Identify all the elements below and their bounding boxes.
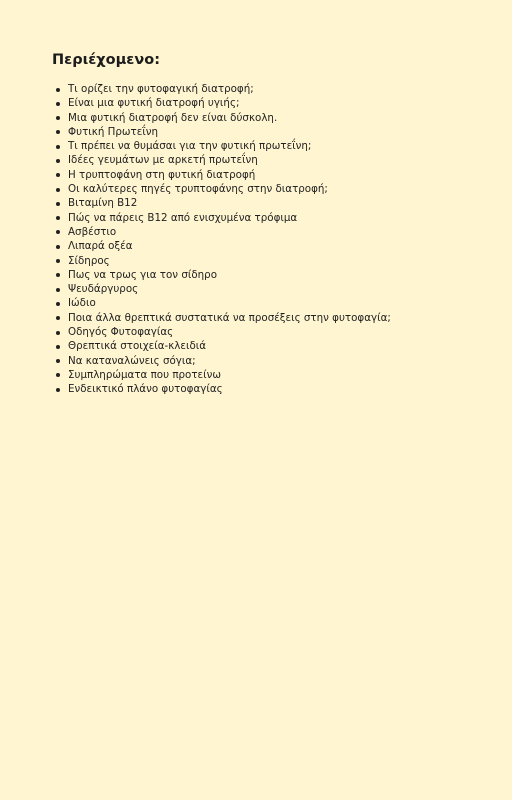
toc-item (52, 325, 492, 339)
bullet-icon (56, 188, 60, 192)
table-of-contents (52, 50, 492, 397)
toc-item (52, 82, 492, 96)
toc-item (52, 296, 492, 310)
toc-item (52, 354, 492, 368)
toc-item (52, 225, 492, 239)
toc-list (52, 82, 492, 397)
toc-link[interactable]: Ασβέστιο (68, 225, 117, 238)
toc-item (52, 382, 492, 396)
toc-item (52, 211, 492, 225)
toc-item (52, 196, 492, 210)
toc-link[interactable]: Τι ορίζει την φυτοφαγική διατροφή; (68, 83, 254, 95)
toc-link[interactable]: Θρεπτικά στοιχεία-κλειδιά (68, 340, 207, 353)
bullet-icon (56, 102, 60, 106)
toc-link[interactable]: Να καταναλώνεις σόγια; (68, 354, 196, 367)
bullet-icon (56, 359, 60, 363)
toc-link[interactable]: Μια φυτική διατροφή δεν είναι δύσκολη. (68, 111, 278, 124)
bullet-icon (56, 245, 60, 249)
bullet-icon (56, 273, 60, 277)
bullet-icon (56, 173, 60, 177)
toc-item (52, 125, 492, 139)
bullet-icon (56, 159, 60, 163)
bullet-icon (56, 373, 60, 377)
toc-link[interactable]: Λιπαρά οξέα (68, 240, 133, 253)
toc-link[interactable]: Βιταμίνη B12 (68, 197, 138, 210)
toc-link[interactable]: Ιδέες γευμάτων με αρκετή πρωτεΐνη (68, 154, 258, 167)
bullet-icon (56, 316, 60, 320)
bullet-icon (56, 230, 60, 234)
toc-title: Περιέχομενο: (52, 52, 160, 68)
bullet-icon (56, 288, 60, 292)
toc-item (52, 282, 492, 296)
bullet-icon (56, 259, 60, 263)
toc-item (52, 268, 492, 282)
bullet-icon (56, 202, 60, 206)
toc-link[interactable]: Οι καλύτερες πηγές τρυπτοφάνης στην διατροφή; (68, 183, 328, 196)
toc-item (52, 182, 492, 196)
toc-item (52, 239, 492, 253)
bullet-icon (56, 116, 60, 120)
toc-item (52, 111, 492, 125)
toc-item (52, 168, 492, 182)
toc-link[interactable]: Σίδηρος (68, 254, 110, 267)
toc-link[interactable]: Πώς να πάρεις B12 από ενισχυμένα τρόφιμα (68, 211, 298, 224)
toc-link[interactable]: Συμπληρώματα που προτείνω (68, 368, 221, 381)
toc-item (52, 254, 492, 268)
bullet-icon (56, 302, 60, 306)
toc-item (52, 96, 492, 110)
bullet-icon (56, 388, 60, 392)
toc-link[interactable]: Πως να τρως για τον σίδηρο (68, 268, 218, 281)
toc-item (52, 153, 492, 167)
toc-item (52, 311, 492, 325)
bullet-icon (56, 216, 60, 220)
toc-link[interactable]: Οδηγός Φυτοφαγίας (68, 326, 174, 339)
toc-link[interactable]: Είναι μια φυτική διατροφή υγιής; (68, 97, 240, 110)
toc-link[interactable]: Τι πρέπει να θυμάσαι για την φυτική πρωτεΐνη; (68, 140, 312, 153)
toc-link[interactable]: Ιώδιο (68, 297, 96, 310)
toc-link[interactable]: Ενδεικτικό πλάνο φυτοφαγίας (68, 383, 223, 396)
toc-link[interactable]: Ψευδάργυρος (68, 283, 139, 296)
bullet-icon (56, 345, 60, 349)
bullet-icon (56, 331, 60, 335)
toc-item (52, 368, 492, 382)
toc-item (52, 139, 492, 153)
toc-link[interactable]: Ποια άλλα θρεπτικά συστατικά να προσέξεις στην φυτοφαγία; (68, 311, 391, 324)
bullet-icon (56, 130, 60, 134)
bullet-icon (56, 88, 60, 92)
toc-item (52, 339, 492, 353)
bullet-icon (56, 145, 60, 149)
toc-link[interactable]: Η τρυπτοφάνη στη φυτική διατροφή (68, 168, 256, 181)
toc-link[interactable]: Φυτική Πρωτεΐνη (68, 125, 159, 138)
